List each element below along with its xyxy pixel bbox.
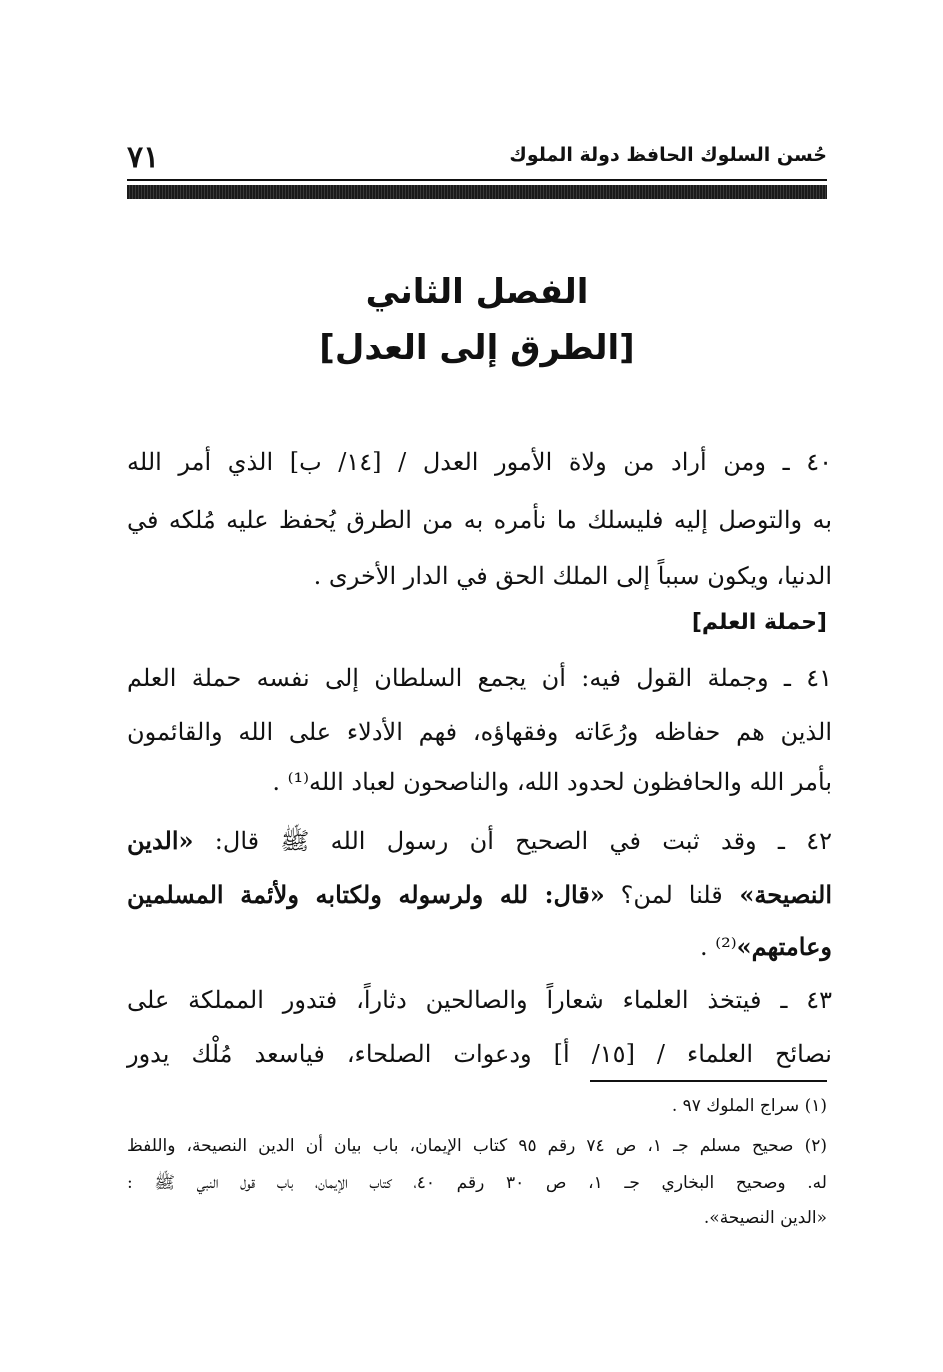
running-title: حُسن السلوك الحافظ دولة الملوك — [509, 144, 827, 166]
hadith-quote: «الدين — [127, 826, 194, 855]
section-subheading: [حملة العلم] — [691, 610, 827, 635]
p42-text: ٤٢ ـ وقد ثبت في الصحيح أن رسول الله ﷺ قال: — [193, 827, 832, 855]
footnote-2-line-2: له. وصحيح البخاري جـ ١، ص ٣٠ رقم ٤٠، كتاب الإيمان، باب قول النبي ﷺ : — [127, 1173, 827, 1193]
hadith-quote: النصيحة» — [722, 880, 832, 909]
hadith-quote: وعامتهم» — [736, 932, 832, 961]
hadith-quote: «قال: لله ولرسوله ولكتابه ولأئمة المسلمين — [127, 880, 605, 909]
paragraph-40-line-1: ٤٠ ـ ومن أراد من ولاة الأمور العدل / [١٤/ ب] الذي أمر الله — [127, 448, 832, 476]
footnote-ref: ⁽²⁾ . — [699, 933, 737, 961]
chapter-subtitle: [الطرق إلى العدل] — [319, 328, 635, 368]
paragraph-43-line-2: نصائح العلماء / [١٥/ أ] ودعوات الصلحاء، فياسعد مُلْك يدور — [127, 1040, 832, 1068]
page-number: ٧١ — [127, 140, 160, 175]
footnote-2-line-1: (٢) صحيح مسلم جـ ١، ص ٧٤ رقم ٩٥ كتاب الإيمان، باب بيان أن الدين النصيحة، واللفظ — [127, 1136, 827, 1156]
paragraph-42-line-3 — [127, 932, 832, 961]
paragraph-42-line-2 — [127, 880, 832, 909]
paragraph-43-line-1: ٤٣ ـ فيتخذ العلماء شعاراً والصالحين دثاراً، فتدور المملكة على — [127, 986, 832, 1014]
p42-text: قلنا لمن؟ — [604, 881, 723, 909]
paragraph-41-line-3: بأمر الله والحافظون لحدود الله، والناصحون لعباد الله⁽¹⁾ . — [272, 768, 832, 796]
footnote-1: (١) سراج الملوك ٩٧ . — [671, 1096, 827, 1116]
paragraph-40-line-3: الدنيا، ويكون سبباً إلى الملك الحق في الدار الأخرى . — [313, 562, 832, 590]
header-rule-thin — [127, 179, 827, 181]
paragraph-41-line-2: الذين هم حفاظه ورُعَاته وفقهاؤه، فهم الأدلاء على الله والقائمون — [127, 718, 832, 746]
paragraph-40-line-2: به والتوصل إليه فليسلك ما نأمره به من الطرق يُحفظ عليه مُلكه في — [127, 506, 832, 534]
paragraph-41-line-1: ٤١ ـ وجملة القول فيه: أن يجمع السلطان إلى نفسه حملة العلم — [127, 664, 832, 692]
footnote-rule — [590, 1080, 827, 1082]
page-header — [127, 140, 827, 180]
footnote-2-line-3: «الدين النصيحة». — [703, 1208, 827, 1228]
header-rule-thick — [127, 185, 827, 199]
chapter-title: الفصل الثاني — [365, 272, 589, 312]
paragraph-42-line-1 — [127, 826, 832, 861]
